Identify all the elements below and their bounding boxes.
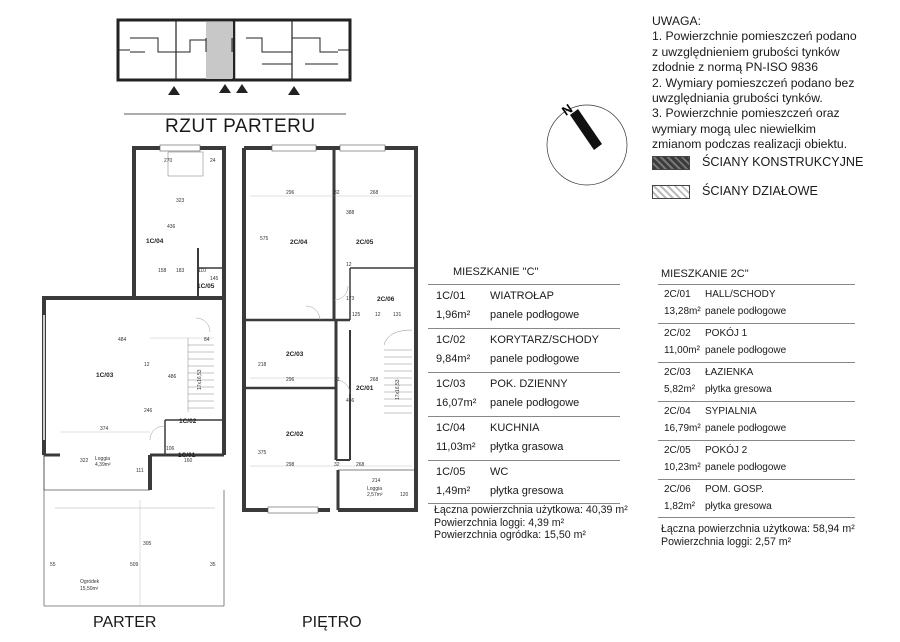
note-line: 1. Powierzchnie pomieszczeń podano (652, 29, 857, 44)
room-finish: płytka gresowa (705, 384, 772, 395)
room-area: 16,79m² (664, 423, 701, 434)
summary-line: Powierzchnia loggi: 4,39 m² (434, 516, 565, 529)
room-label-2c01: 2C/01 (356, 385, 374, 392)
loggia-area: 4,39m² (95, 462, 111, 468)
room-finish: panele podłogowe (490, 309, 580, 321)
dimension: 111 (136, 468, 144, 474)
room-name: HALL/SCHODY (705, 289, 776, 300)
apartment-2c-table (658, 284, 855, 520)
north-compass (547, 101, 627, 185)
dimension: 131 (393, 312, 402, 318)
dimension: 214 (372, 478, 381, 484)
loggia-area: 2,57m² (367, 492, 383, 498)
table-row (658, 440, 855, 479)
note-line: 3. Powierzchnie pomieszczeń oraz (652, 106, 840, 121)
apartment-2c-title: MIESZKANIE 2C" (661, 268, 749, 280)
room-area: 5,82m² (664, 384, 696, 395)
summary-line: Łączna powierzchnia użytkowa: 40,39 m² (434, 504, 628, 516)
notes-block (652, 14, 892, 153)
room-area: 1,82m² (664, 501, 696, 512)
dimension: 509 (130, 562, 139, 568)
key-plan (118, 20, 350, 114)
table-row (428, 372, 620, 416)
room-name: SYPIALNIA (705, 406, 757, 417)
dimension: 374 (100, 426, 109, 432)
dimension: 268 (370, 377, 379, 383)
room-area: 9,84m² (436, 353, 471, 365)
room-name: POKÓJ 2 (705, 445, 748, 456)
legend-label: ŚCIANY DZIAŁOWE (702, 184, 818, 198)
room-finish: panele podłogowe (705, 306, 787, 317)
apartment-2c-summary (661, 523, 855, 548)
dimension: 173 (346, 296, 355, 302)
dimension: 12 (346, 262, 352, 268)
dimension: 296 (286, 190, 295, 196)
table-row (428, 284, 620, 328)
room-area: 11,03m² (436, 441, 476, 453)
room-code: 2C/04 (664, 406, 691, 417)
legend-partition (652, 183, 892, 203)
note-line: zdodnie z normą PN-ISO 9836 (652, 60, 818, 75)
dimension: 12 (375, 312, 381, 318)
dimension: 12 (144, 362, 150, 368)
table-row (658, 479, 855, 518)
room-area: 13,28m² (664, 306, 701, 317)
dimension: 32 (334, 377, 340, 383)
table-row (658, 323, 855, 362)
dimension: 125 (352, 312, 361, 318)
dimension: 388 (346, 210, 355, 216)
room-finish: płytka gresowa (705, 501, 772, 512)
room-label-1c02: 1C/02 (179, 418, 197, 425)
room-name: POKÓJ 1 (705, 328, 748, 339)
dimension: 268 (356, 462, 365, 468)
table-row (428, 460, 620, 504)
loggia-label: Loggia (367, 486, 383, 492)
room-area: 1,49m² (436, 485, 471, 497)
dimension: 84 (204, 337, 210, 343)
room-finish: płytka grasowa (490, 441, 564, 453)
dimension: 35 (210, 562, 216, 568)
table-row (428, 328, 620, 372)
room-label-1c04: 1C/04 (146, 238, 164, 245)
table-row (428, 416, 620, 460)
dimension: 183 (176, 268, 185, 274)
dimension: 486 (346, 398, 355, 404)
room-finish: panele podłogowe (705, 345, 787, 356)
dimension: 120 (400, 492, 409, 498)
room-finish: panele podłogowe (705, 423, 787, 434)
room-name: ŁAZIENKA (705, 367, 754, 378)
dimension: 322 (80, 458, 89, 464)
room-label-2c04: 2C/04 (290, 239, 308, 246)
room-area: 16,07m² (436, 397, 477, 409)
room-finish: panele podłogowe (705, 462, 787, 473)
apartment-c-summary (434, 504, 628, 542)
room-code: 2C/02 (664, 328, 691, 339)
room-code: 2C/05 (664, 445, 691, 456)
page-heading: RZUT PARTERU (165, 116, 316, 137)
summary-line: Łączna powierzchnia użytkowa: 58,94 m² (661, 523, 855, 535)
structural-wall-swatch (652, 156, 690, 170)
room-code: 1C/03 (436, 378, 466, 390)
note-line: zmianom podczas realizacji obiektu. (652, 137, 848, 152)
summary-line: Powierzchnia loggi: 2,57 m² (661, 535, 792, 548)
dimension: 24 (210, 158, 216, 164)
room-finish: panele podłogowe (490, 353, 580, 365)
room-label-2c03: 2C/03 (286, 351, 304, 358)
dimension: 55 (50, 562, 56, 568)
dimension: 486 (168, 374, 177, 380)
ground-floor-plan (44, 145, 224, 606)
stairs-size: 17x16,53 (197, 369, 203, 390)
summary-line: Powierzchnia ogródka: 15,50 m² (434, 529, 586, 541)
note-line: z uwzględnieniem grubości tynków (652, 44, 840, 59)
room-area: 11,00m² (664, 345, 700, 356)
note-line: UWAGA: (652, 14, 701, 28)
dimension: 160 (184, 458, 193, 464)
upper-floor-label: PIĘTRO (302, 614, 362, 631)
entrance-marker (219, 84, 231, 93)
room-label-1c01: 1C/01 (178, 452, 196, 459)
room-name: POK. DZIENNY (490, 378, 568, 390)
dimension: 218 (258, 362, 267, 368)
entrance-marker (236, 84, 248, 93)
room-finish: płytka gresowa (490, 485, 564, 497)
room-area: 10,23m² (664, 462, 701, 473)
room-label-1c05: 1C/05 (197, 283, 215, 290)
dimension: 436 (167, 224, 176, 230)
dimension: 32 (334, 462, 340, 468)
dimension: 575 (260, 236, 269, 242)
dimension: 246 (144, 408, 153, 414)
room-label-1c03: 1C/03 (96, 372, 114, 379)
upper-floor-plan (244, 145, 416, 513)
room-name: POM. GOSP. (705, 484, 764, 495)
dimension: 375 (258, 450, 267, 456)
room-code: 1C/04 (436, 422, 466, 434)
table-row (658, 284, 855, 323)
legend-structural (652, 154, 892, 174)
garden-area: 15,50m² (80, 586, 99, 592)
table-row (658, 362, 855, 401)
dimension: 298 (286, 462, 295, 468)
entrance-marker (288, 86, 300, 95)
note-line: uwzględniania grubości tynków. (652, 91, 823, 106)
dimension: 270 (164, 158, 173, 164)
room-name: KORYTARZ/SCHODY (490, 334, 599, 346)
legend-label: ŚCIANY KONSTRUKCYJNE (702, 155, 864, 169)
dimension: 296 (286, 377, 295, 383)
room-code: 1C/05 (436, 466, 466, 478)
garden-label: Ogródek (80, 579, 100, 585)
room-label-2c06: 2C/06 (377, 296, 395, 303)
room-name: KUCHNIA (490, 422, 540, 434)
dimension: 484 (118, 337, 127, 343)
ground-floor-label: PARTER (93, 614, 157, 631)
room-name: WIATROŁAP (490, 290, 554, 302)
room-area: 1,96m² (436, 309, 471, 321)
dimension: 110 (198, 268, 206, 274)
table-row (658, 401, 855, 440)
stairs-size: 17x16,53 (395, 379, 401, 400)
room-code: 2C/06 (664, 484, 691, 495)
room-label-2c02: 2C/02 (286, 431, 304, 438)
room-label-2c05: 2C/05 (356, 239, 374, 246)
apartment-c-table (428, 284, 620, 508)
room-code: 2C/03 (664, 367, 691, 378)
room-name: WC (490, 466, 509, 478)
dimension: 268 (370, 190, 379, 196)
north-label: N (558, 100, 576, 119)
dimension: 145 (210, 276, 219, 282)
room-code: 1C/02 (436, 334, 466, 346)
entrance-marker (168, 86, 180, 95)
apartment-c-title: MIESZKANIE "C" (453, 266, 539, 278)
partition-wall-swatch (652, 185, 690, 199)
dimension: 158 (158, 268, 167, 274)
note-line: wymiary mogą ulec niewielkim (652, 121, 816, 136)
room-code: 1C/01 (436, 290, 466, 302)
note-line: 2. Wymiary pomieszczeń podano bez (652, 75, 855, 90)
loggia-label: Loggia (95, 456, 111, 462)
dimension: 32 (334, 190, 340, 196)
room-finish: panele podłogowe (490, 397, 580, 409)
dimension: 323 (176, 198, 185, 204)
dimension: 106 (166, 446, 175, 452)
dimension: 305 (143, 541, 152, 547)
room-code: 2C/01 (664, 289, 691, 300)
